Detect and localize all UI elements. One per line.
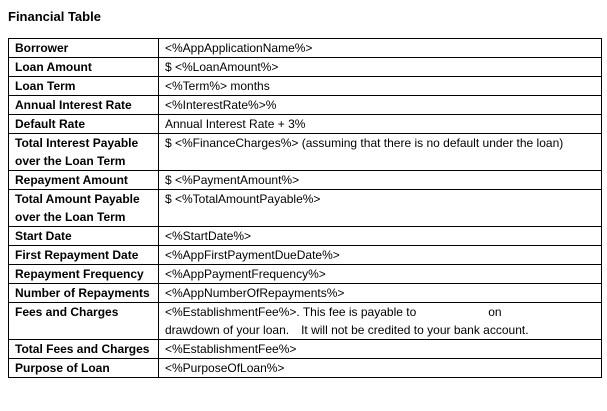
row-value: <%PurposeOfLoan%>	[159, 359, 602, 378]
row-value: <%Term%> months	[159, 77, 602, 96]
row-label: Total Fees and Charges	[9, 340, 159, 359]
table-row	[9, 303, 602, 340]
fee-text-part: <%EstablishmentFee%>. This fee is payable to	[165, 305, 417, 319]
table-row	[9, 39, 602, 58]
page-title: Financial Table	[8, 9, 101, 24]
row-value: <%InterestRate%>%	[159, 96, 602, 115]
fee-text-part: It will not be credited to your bank account.	[301, 323, 529, 337]
table-row	[9, 359, 602, 378]
row-label: Start Date	[9, 227, 159, 246]
table-row	[9, 284, 602, 303]
row-value: <%StartDate%>	[159, 227, 602, 246]
row-label: Purpose of Loan	[9, 359, 159, 378]
row-value: <%AppPaymentFrequency%>	[159, 265, 602, 284]
row-value	[159, 303, 602, 340]
fee-text-part: drawdown of your loan.	[165, 323, 290, 337]
row-value: Annual Interest Rate + 3%	[159, 115, 602, 134]
row-value: $ <%PaymentAmount%>	[159, 171, 602, 190]
table-row	[9, 227, 602, 246]
row-label: Default Rate	[9, 115, 159, 134]
row-value: <%AppNumberOfRepayments%>	[159, 284, 602, 303]
row-value: <%AppApplicationName%>	[159, 39, 602, 58]
row-value: <%AppFirstPaymentDueDate%>	[159, 246, 602, 265]
row-label: Repayment Frequency	[9, 265, 159, 284]
table-row	[9, 340, 602, 359]
row-label: Total Amount Payable over the Loan Term	[9, 190, 159, 227]
row-label: Total Interest Payable over the Loan Term	[9, 134, 159, 171]
table-row	[9, 265, 602, 284]
row-label: First Repayment Date	[9, 246, 159, 265]
text-cursor	[601, 96, 602, 112]
row-label: Repayment Amount	[9, 171, 159, 190]
financial-table	[8, 38, 602, 378]
row-value: <%EstablishmentFee%>	[159, 340, 602, 359]
row-value: $ <%FinanceCharges%> (assuming that there is no default under the loan)	[159, 134, 602, 171]
table-row	[9, 77, 602, 96]
table-row	[9, 96, 602, 115]
table-row	[9, 58, 602, 77]
row-label: Annual Interest Rate	[9, 96, 159, 115]
row-label: Borrower	[9, 39, 159, 58]
row-value: $ <%LoanAmount%>	[159, 58, 602, 77]
table-row	[9, 246, 602, 265]
table-row	[9, 115, 602, 134]
table-row	[9, 190, 602, 227]
row-label: Fees and Charges	[9, 303, 159, 340]
table-row	[9, 171, 602, 190]
row-label: Number of Repayments	[9, 284, 159, 303]
row-label: Loan Term	[9, 77, 159, 96]
row-value: $ <%TotalAmountPayable%>	[159, 190, 602, 227]
row-label: Loan Amount	[9, 58, 159, 77]
fee-text-part: on	[488, 305, 502, 319]
table-row	[9, 134, 602, 171]
